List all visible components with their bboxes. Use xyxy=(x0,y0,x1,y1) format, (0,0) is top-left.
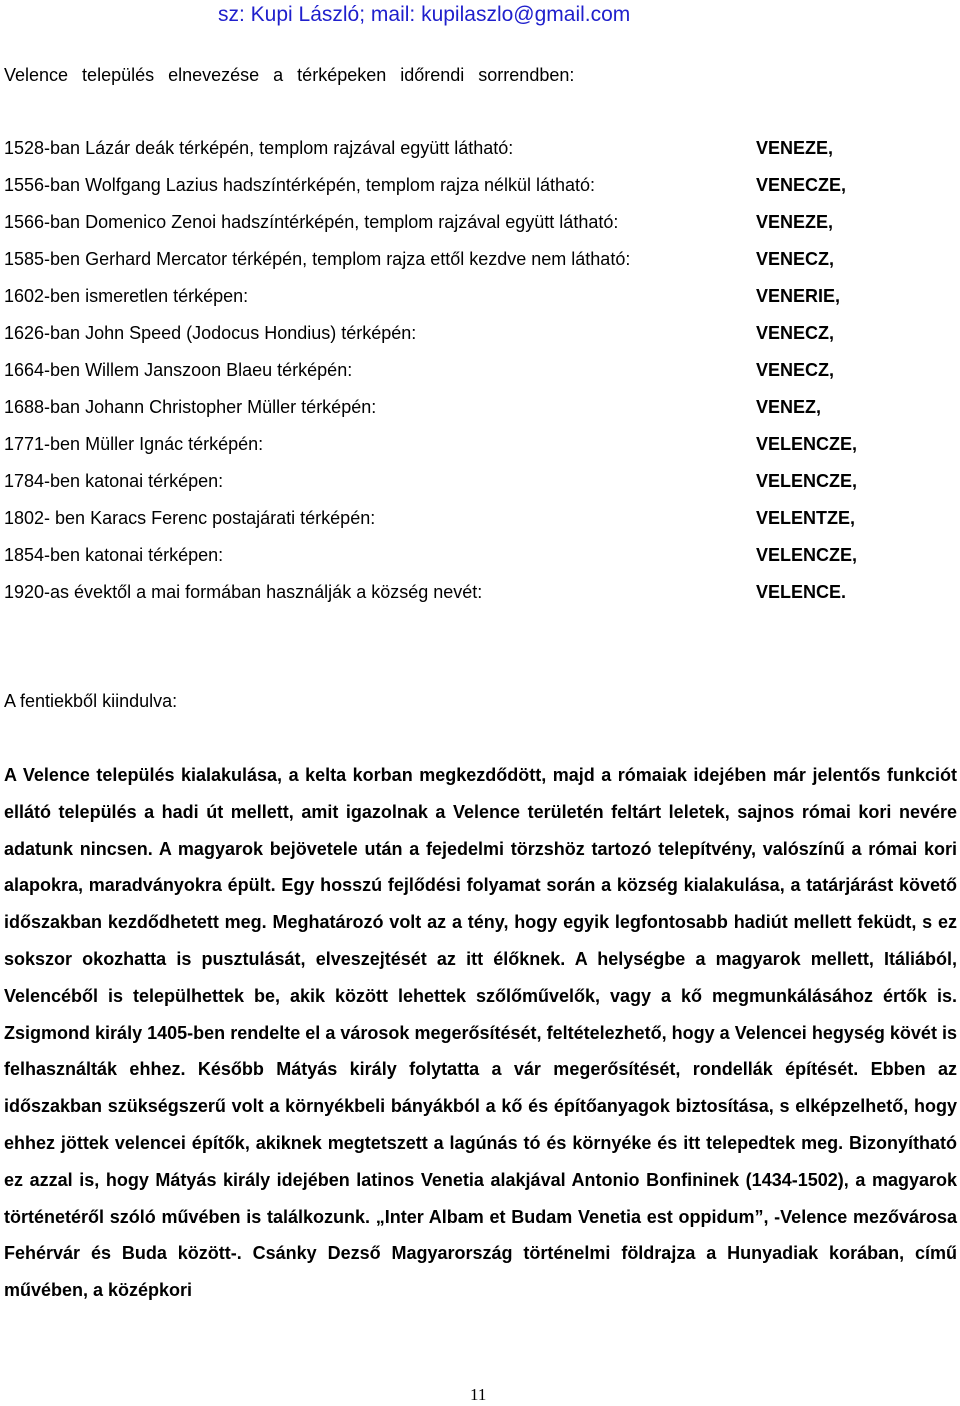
page-number: 11 xyxy=(470,1385,487,1404)
list-item xyxy=(4,173,954,210)
entry-place-name: VENEZ, xyxy=(756,397,822,417)
list-item xyxy=(4,469,954,506)
list-item xyxy=(4,395,954,432)
entry-description: 1771-ben Müller Ignác térképén: xyxy=(4,434,264,454)
section-subheading: A fentiekből kiindulva: xyxy=(4,691,178,711)
map-name-list xyxy=(4,136,954,617)
list-item xyxy=(4,321,954,358)
entry-description: 1566-ban Domenico Zenoi hadszíntérképén, templom rajzával együtt látható: xyxy=(4,212,619,232)
list-item xyxy=(4,358,954,395)
entry-place-name: VENEZE, xyxy=(756,138,834,158)
list-item xyxy=(4,284,954,321)
list-item xyxy=(4,506,954,543)
entry-description: 1626-ban John Speed (Jodocus Hondius) térképén: xyxy=(4,323,417,343)
entry-description: 1688-ban Johann Christopher Müller térképén: xyxy=(4,397,377,417)
entry-description: 1556-ban Wolfgang Lazius hadszíntérképén, templom rajza nélkül látható: xyxy=(4,175,596,195)
entry-place-name: VELENCZE, xyxy=(756,545,858,565)
list-item xyxy=(4,247,954,284)
entry-place-name: VENECZ, xyxy=(756,360,835,380)
entry-place-name: VELENCE. xyxy=(756,582,847,602)
entry-description: 1664-ben Willem Janszoon Blaeu térképén: xyxy=(4,360,353,380)
entry-place-name: VELENTZE, xyxy=(756,508,856,528)
entry-description: 1528-ban Lázár deák térképén, templom rajzával együtt látható: xyxy=(4,138,514,158)
entry-place-name: VENECZ, xyxy=(756,323,835,343)
intro-line: Velence település elnevezése a térképeken időrendi sorrendben: xyxy=(4,65,575,85)
entry-description: 1854-ben katonai térképen: xyxy=(4,545,224,565)
entry-description: 1920-as évektől a mai formában használják a község nevét: xyxy=(4,582,483,602)
list-item xyxy=(4,210,954,247)
body-paragraph: A Velence település kialakulása, a kelta korban megkezdődött, majd a rómaiak idejében már jelentős funkciót ellátó település a hadi út mellett, amit igazolnak a Velence területén feltárt leletek, sajnos római kori nevére adatunk nincsen. A magyarok bejövetele után a fejedelmi törzshöz tartozó telepítvény, valószínű a római kori alapokra, maradványokra épült. Egy hosszú fejlődési folyamat során a község kialakulása, a tatárjárást követő időszakban kezdődhetett meg. Meghatározó volt az a tény, hogy egyik legfontosabb hadiút mellett feküdt, s ez sokszor okozhatta is pusztulását, elveszejtését az itt élőknek. A helységbe a magyarok mellett, Itáliából, Velencéből is települhettek be, akik között lehettek szőlőművelők, vagy a kő megmunkálásához értők is. Zsigmond király 1405-ben rendelte el a városok megerősítését, feltételezhető, hogy a Velencei hegység kövét is felhasználták ehhez. Később Mátyás király folytatta a vár megerősítését, rondellák építését. Ebben az időszakban szükségszerű volt a környékbeli bányákból a kő és építőanyagok biztosítása, s elképzelhető, hogy ehhez jöttek velencei építők, akiknek megtetszett a lagúnás tó és környéke és itt telepedtek meg. Bizonyítható ez azzal is, hogy Mátyás király idejében latinos Venetia alakjával Antonio Bonfininek (1434-1502), a magyarok történetéről szóló művében is találkozunk. „Inter Albam et Budam Venetia est oppidum”, -Velence mezővárosa Fehérvár és Buda között-. Csánky Dezső Magyarország történelmi földrajza a Hunyadiak korában, című művében, a középkori xyxy=(4,765,957,1301)
list-item xyxy=(4,580,954,617)
entry-place-name: VELENCZE, xyxy=(756,434,858,454)
list-item xyxy=(4,543,954,580)
entry-description: 1602-ben ismeretlen térképen: xyxy=(4,286,249,306)
entry-place-name: VENERIE, xyxy=(756,286,841,306)
entry-place-name: VELENCZE, xyxy=(756,471,858,491)
entry-description: 1802- ben Karacs Ferenc postajárati térképén: xyxy=(4,508,376,528)
list-item xyxy=(4,432,954,469)
entry-place-name: VENEZE, xyxy=(756,212,834,232)
entry-description: 1585-ben Gerhard Mercator térképén, templom rajza ettől kezdve nem látható: xyxy=(4,249,631,269)
list-item xyxy=(4,136,954,173)
entry-place-name: VENECZE, xyxy=(756,175,847,195)
contact-header: sz: Kupi László; mail: kupilaszlo@gmail.com xyxy=(218,3,631,26)
entry-place-name: VENECZ, xyxy=(756,249,835,269)
entry-description: 1784-ben katonai térképen: xyxy=(4,471,224,491)
